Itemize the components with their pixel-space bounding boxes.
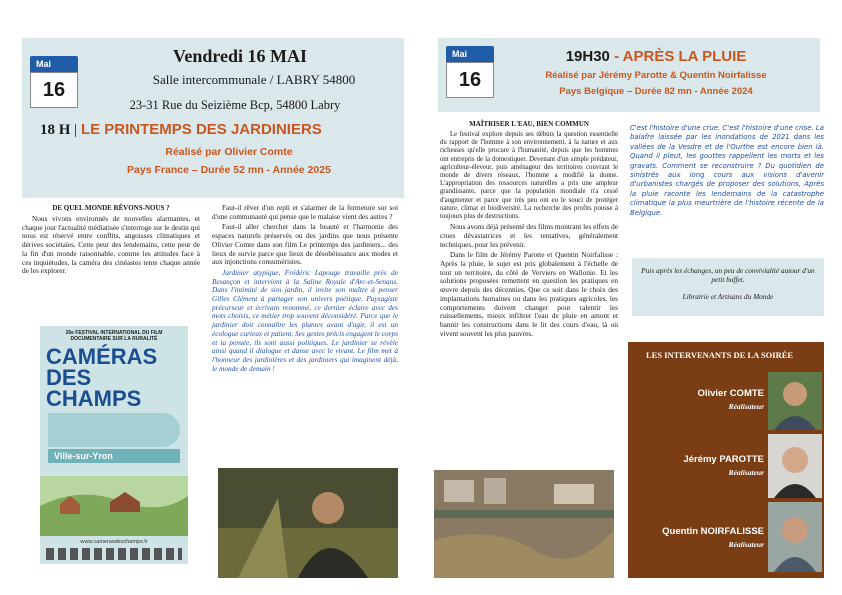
left-column-1 bbox=[22, 204, 200, 276]
poster-place: Ville-sur-Yron bbox=[48, 449, 180, 463]
speaker-3-last: NOIRFALISSE bbox=[700, 526, 764, 537]
speaker-1-photo bbox=[768, 372, 822, 430]
right-title-line: 19H30 - APRÈS LA PLUIE bbox=[565, 48, 747, 65]
col2-p2: Faut-il aller chercher dans la beauté et l'harmonie des espaces naturels préservés ou des jardins que nous présente Olivier Comte dans son film Le printemps des jardiniers... des lieux de survie parce que lieux de désobéissance aux modes et aux injonctions consuméristes. bbox=[212, 222, 398, 267]
speakers-panel bbox=[628, 342, 824, 578]
right-calendar-icon: Mai 16 bbox=[446, 46, 494, 102]
speaker-1-first: Olivier bbox=[697, 388, 728, 399]
speaker-3-role: Réalisateur bbox=[728, 540, 764, 549]
poster-sponsor-logos bbox=[46, 548, 182, 560]
right-director-line: Réalisé par Jérémy Parotte & Quentin Noirfalisse bbox=[545, 70, 767, 81]
speaker-3 bbox=[628, 502, 824, 572]
buffet-box bbox=[632, 258, 824, 316]
buffet-text: Puis après les échanges, un peu de convivialité autour d'un petit buffet. bbox=[641, 266, 815, 284]
speaker-2-role: Réalisateur bbox=[728, 468, 764, 477]
poster-landscape bbox=[40, 476, 188, 536]
speaker-1-role: Réalisateur bbox=[728, 402, 764, 411]
right-column-1 bbox=[440, 120, 618, 340]
story-text: C'est l'histoire d'une crue. C'est l'histoire d'une crise. La balafre laissée par les inondations de 2021 dans les vallées de la Vesdre et de l'Ourthe est encore bien là. Quand il pleut, les gouttes rappellent les morts et les gravats. Comment se reconstruire ? Du quotidien de sinistrés aux long cours aux visions d'avenir d'urbanistes chargés de proposer des solutions, Après la pluie raconte les lendemains de la catastrophe climatique la plus meurtrière de l'histoire récente de la Belgique. bbox=[630, 124, 824, 217]
speaker-3-photo bbox=[768, 502, 822, 572]
date-title: Vendredi 16 MAI bbox=[172, 46, 307, 66]
right-film-title: APRÈS LA PLUIE bbox=[622, 48, 747, 65]
poster-url: www.camerasdeschamps.fr bbox=[80, 539, 148, 545]
speaker-3-first: Quentin bbox=[662, 526, 699, 537]
time: 18 H bbox=[40, 122, 71, 138]
left-calendar-icon: Mai 16 bbox=[30, 56, 78, 112]
poster-festival: 26e FESTIVAL INTERNATIONAL DU FILM DOCUMENTAIRE SUR LA RURALITÉ bbox=[65, 330, 163, 342]
venue: Salle intercommunale / LABRY 54800 bbox=[152, 72, 356, 87]
poster-image bbox=[40, 326, 188, 564]
right-section-heading: MAÎTRISER L'EAU, BIEN COMMUN bbox=[469, 120, 589, 128]
speakers-heading: LES INTERVENANTS DE LA SOIRÉE bbox=[646, 350, 794, 360]
film-title: LE PRINTEMPS DES JARDINIERS bbox=[80, 121, 322, 138]
right-meta-line: Pays Belgique – Durée 82 mn - Année 2024 bbox=[559, 86, 753, 97]
address: 23-31 Rue du Seizième Bcp, 54800 Labry bbox=[129, 98, 341, 112]
speaker-2-last: PAROTTE bbox=[719, 454, 764, 465]
col2-blue-text: Jardinier atypique, Frédéric Lapouge travaille près de Besançon et intervient à la Saline Royale d'Arc-et-Senans. Dans l'intimité de son jardin, il invite son maître à penser Gilles Clément à partager son univers poétique. Paysagiste précurseur et écrivain renommé, ce dernier éclaire avec des mots choisis, ce métier trop souvent déconsidéré. Parce que le jardinier doit connaître les plantes avant d'agir, il est un écologue curieux et patient. Ses gestes précis engagent le corps et la pensée, ils sont aussi politiques. Le jardinier se révèle ainsi quand il dialogue et danse avec le vivant. Le film met à l'honneur des jardinières et des jardiniers qui imaginent déjà, le monde de demain ! bbox=[212, 267, 398, 373]
main-text-3: Dans le film de Jérémy Parotte et Quentin Noirfalisse : Après la pluie, le sujet est pris globalement à l'échelle de tout un territoire, du côté de Verviers en Wallonie. Et les solutions proposées remettent en question les pratiques en œuvre depuis des décennies. Que ce soit dans le choix des implantations humaines ou dans les pratiques agricoles, les comportements doivent changer pour ralentir les ruissellements, mieux infiltrer l'eau de pluie en amont et bannir les constructions dans le lit des cours d'eau, là où vivent souvent les plus pauvres. bbox=[440, 250, 618, 338]
speaker-1-last: COMTE bbox=[729, 388, 764, 399]
col2-p1: Faut-il rêver d'un repli et s'alarmer de la fermeture sur soi d'une communauté qui pense que le malaise vient des autres ? bbox=[212, 203, 398, 221]
director-line: Réalisé par Olivier Comte bbox=[165, 146, 293, 158]
col1-text: Nous vivons environnés de nouvelles alarmantes, et chaque jour l'actualité médiatisée s'interroge sur le destin qui nous est réservé entre conflits, angoisses climatiques et dérives sociétales. Cette peur des lendemains, cette peur de la fin d'un monde raisonnable, comme les attitudes face à ces inquiétudes, la caméra des cinéastes tente chaque année de les explorer. bbox=[22, 214, 200, 276]
meta-line: Pays France – Durée 52 mn - Année 2025 bbox=[127, 164, 331, 176]
flood-photo bbox=[434, 470, 614, 578]
gardener-photo bbox=[218, 468, 398, 578]
poster-name: CAMÉRAS DES CHAMPS bbox=[46, 344, 158, 411]
speaker-2-first: Jérémy bbox=[683, 454, 717, 465]
section-heading: DE QUEL MONDE RÊVONS-NOUS ? bbox=[52, 204, 170, 212]
main-text-2: Nous avons déjà présenté des films montrant les effets de crues dévastatrices et les tentatives, généralement techniques, pour les prévenir. bbox=[440, 222, 618, 249]
film-title-line: 18 H | LE PRINTEMPS DES JARDINIERS bbox=[40, 121, 322, 138]
right-time: 19H30 bbox=[565, 48, 610, 65]
speaker-2-photo bbox=[768, 434, 822, 498]
poster-graphic bbox=[48, 413, 180, 447]
speaker-1 bbox=[628, 372, 824, 430]
main-text-1: Le festival explore depuis ses débuts la question essentielle du rapport de l'homme à son environnement, à la nature et aux richesses qu'elle procure à l'humanité, depuis que les hommes ont entrepris de la domestiquer. Devenant d'un simple prédateur, agriculteur-éleveur, puis aménageur des territoires couvrant le monde de divers réseaux, l'homme a modifié la donne. L'appropriation des ressources naturelles a pris une ampleur grandissante, parce que la population mondiale n'a cessé d'augmenter et parce que très peu ont eu le souci de protéger nature, climat et biodiversité. La recherche des profits pousse à toujours plus de destructions. bbox=[440, 131, 618, 221]
left-column-2 bbox=[212, 204, 398, 375]
buffet-credit: Librairie et Artisans du Monde bbox=[682, 292, 774, 301]
speaker-2 bbox=[628, 434, 824, 498]
